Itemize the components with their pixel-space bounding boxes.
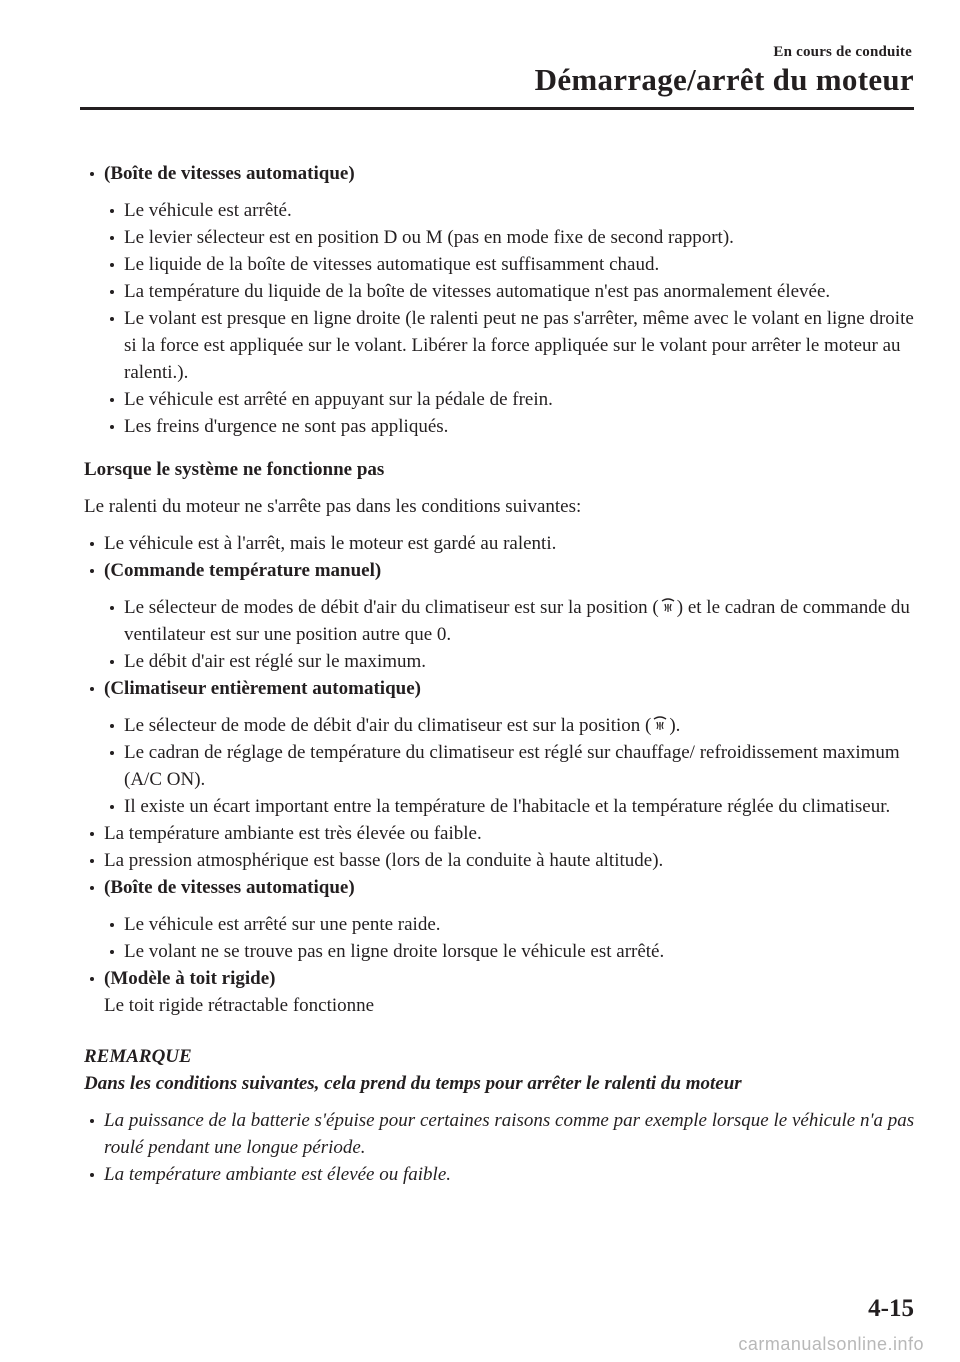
list-item: Le véhicule est à l'arrêt, mais le moteur est gardé au ralenti. [84, 530, 916, 557]
list-item: Le véhicule est arrêté en appuyant sur la pédale de frein. [104, 386, 916, 413]
list-item: Il existe un écart important entre la température de l'habitacle et la température réglée du climatiseur. [104, 793, 916, 820]
manual-ac-list [104, 594, 916, 675]
heading-manual-ac: (Commande température manuel) [84, 557, 916, 584]
list-item-text: ) et le cadran de commande du ventilateur est sur une position autre que 0. [124, 597, 910, 645]
note-label: REMARQUE [84, 1046, 192, 1067]
list-item: Le volant ne se trouve pas en ligne droite lorsque le véhicule est arrêté. [104, 938, 916, 965]
list-item: Les freins d'urgence ne sont pas appliqués. [104, 413, 916, 440]
windshield-defroster-icon [660, 598, 676, 614]
list-item: Le véhicule est arrêté sur une pente raide. [104, 911, 916, 938]
page-number: 4-15 [868, 1295, 914, 1322]
auto-ac-list [104, 712, 916, 820]
list-item: La puissance de la batterie s'épuise pour certaines raisons comme par exemple lorsque le véhicule n'a pas roulé pendant une longue période. [84, 1107, 916, 1161]
list-item: La température ambiante est très élevée ou faible. [84, 820, 916, 847]
heading-auto-ac: (Climatiseur entièrement automatique) [84, 675, 916, 702]
list-item: Le cadran de réglage de température du climatiseur est réglé sur chauffage/ refroidissement maximum (A/C ON). [104, 739, 916, 793]
windshield-defroster-icon [652, 716, 668, 732]
list-item: Le véhicule est arrêté. [104, 197, 916, 224]
hardtop-text: Le toit rigide rétractable fonctionne [104, 995, 375, 1016]
list-item: Le volant est presque en ligne droite (le ralenti peut ne pas s'arrêter, même avec le volant en ligne droite si la force est appliquée sur le volant. Libérer la force appliquée sur le volant pour arrêter le moteur au ralenti.). [104, 305, 916, 386]
page-content [84, 160, 916, 1188]
list-item: Le liquide de la boîte de vitesses automatique est suffisamment chaud. [104, 251, 916, 278]
list-item-text: Le sélecteur de mode de débit d'air du climatiseur est sur la position ( [124, 715, 652, 736]
list-item-text: Le sélecteur de modes de débit d'air du climatiseur est sur la position ( [124, 597, 659, 618]
list-item: La température ambiante est élevée ou faible. [84, 1161, 916, 1188]
section-intro: Le ralenti du moteur ne s'arrête pas dans les conditions suivantes: [84, 496, 582, 517]
heading-automatic-transmission: (Boîte de vitesses automatique) [84, 874, 916, 901]
watermark: carmanualsonline.info [738, 1334, 924, 1354]
header-rule [80, 107, 914, 110]
section-heading: Lorsque le système ne fonctionne pas [84, 459, 385, 480]
section-label: En cours de conduite [773, 44, 912, 60]
list-item: La pression atmosphérique est basse (lors de la conduite à haute altitude). [84, 847, 916, 874]
condition-list [104, 197, 916, 440]
heading-automatic-transmission: (Boîte de vitesses automatique) [84, 160, 916, 187]
list-item [104, 594, 916, 648]
non-stop-conditions [84, 530, 916, 1019]
list-item: Le débit d'air est réglé sur le maximum. [104, 648, 916, 675]
page-title: Démarrage/arrêt du moteur [534, 62, 914, 97]
transmission-list [104, 911, 916, 965]
list-item: Le levier sélecteur est en position D ou M (pas en mode fixe de second rapport). [104, 224, 916, 251]
note-list [84, 1107, 916, 1188]
note-heading: Dans les conditions suivantes, cela prend du temps pour arrêter le ralenti du moteur [84, 1073, 742, 1094]
list-item: La température du liquide de la boîte de vitesses automatique n'est pas anormalement élevée. [104, 278, 916, 305]
note-block [84, 1043, 916, 1188]
list-item [104, 712, 916, 739]
list-item-text: ). [669, 715, 681, 736]
heading-hardtop-model: (Modèle à toit rigide) [84, 965, 916, 992]
